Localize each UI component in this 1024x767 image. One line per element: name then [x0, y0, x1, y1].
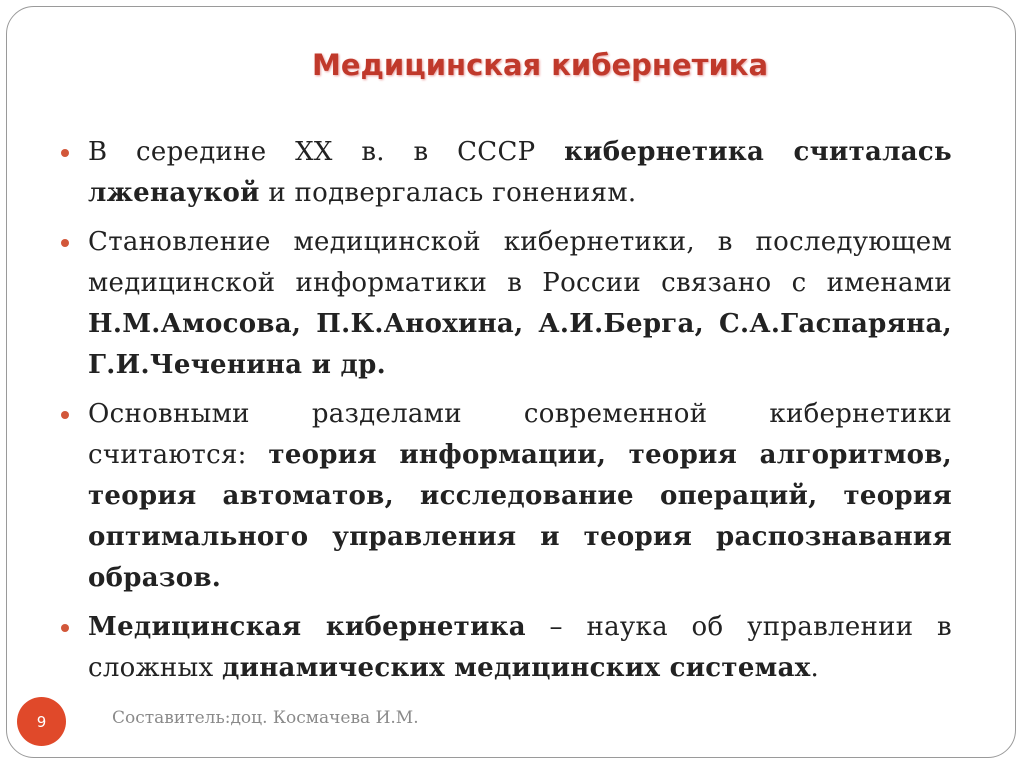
bullet-item-3 [88, 394, 952, 599]
bullet-text-bold: Медицинская кибернетика [88, 612, 526, 642]
bullet-list [88, 132, 952, 697]
bullet-item-4 [88, 607, 952, 689]
bullet-text-bold: Н.М.Амосова, П.К.Анохина, А.И.Берга, С.А.Гаспаряна, Г.И.Чеченина и др. [88, 309, 952, 380]
footer-author: Составитель:доц. Космачева И.М. [112, 708, 419, 728]
bullet-text: В середине XX в. в СССР [88, 137, 565, 167]
bullet-text: Основными разделами современной кибернетики считаются: [88, 399, 952, 470]
bullet-text: и подвергалась гонениям. [259, 178, 637, 208]
bullet-item-1 [88, 132, 952, 214]
bullet-text-bold: теория информации, теория алгоритмов, теория автоматов, исследование операций, теория оптимального управления и теория распознавания образов. [88, 440, 952, 593]
bullet-text: – наука об управлении в сложных [88, 612, 952, 683]
bullet-text: . [810, 653, 820, 683]
slide-title: Медицинская кибернетика [311, 48, 769, 82]
bullet-text: Становление медицинской кибернетики, в последующем медицинской информатики в России связано с именами [88, 227, 952, 298]
bullet-text-bold: динамических медицинских системах [222, 653, 811, 683]
bullet-item-2 [88, 222, 952, 386]
page-number-badge: 9 [17, 697, 66, 746]
bullet-text-bold: кибернетика считалась лженаукой [88, 137, 952, 208]
